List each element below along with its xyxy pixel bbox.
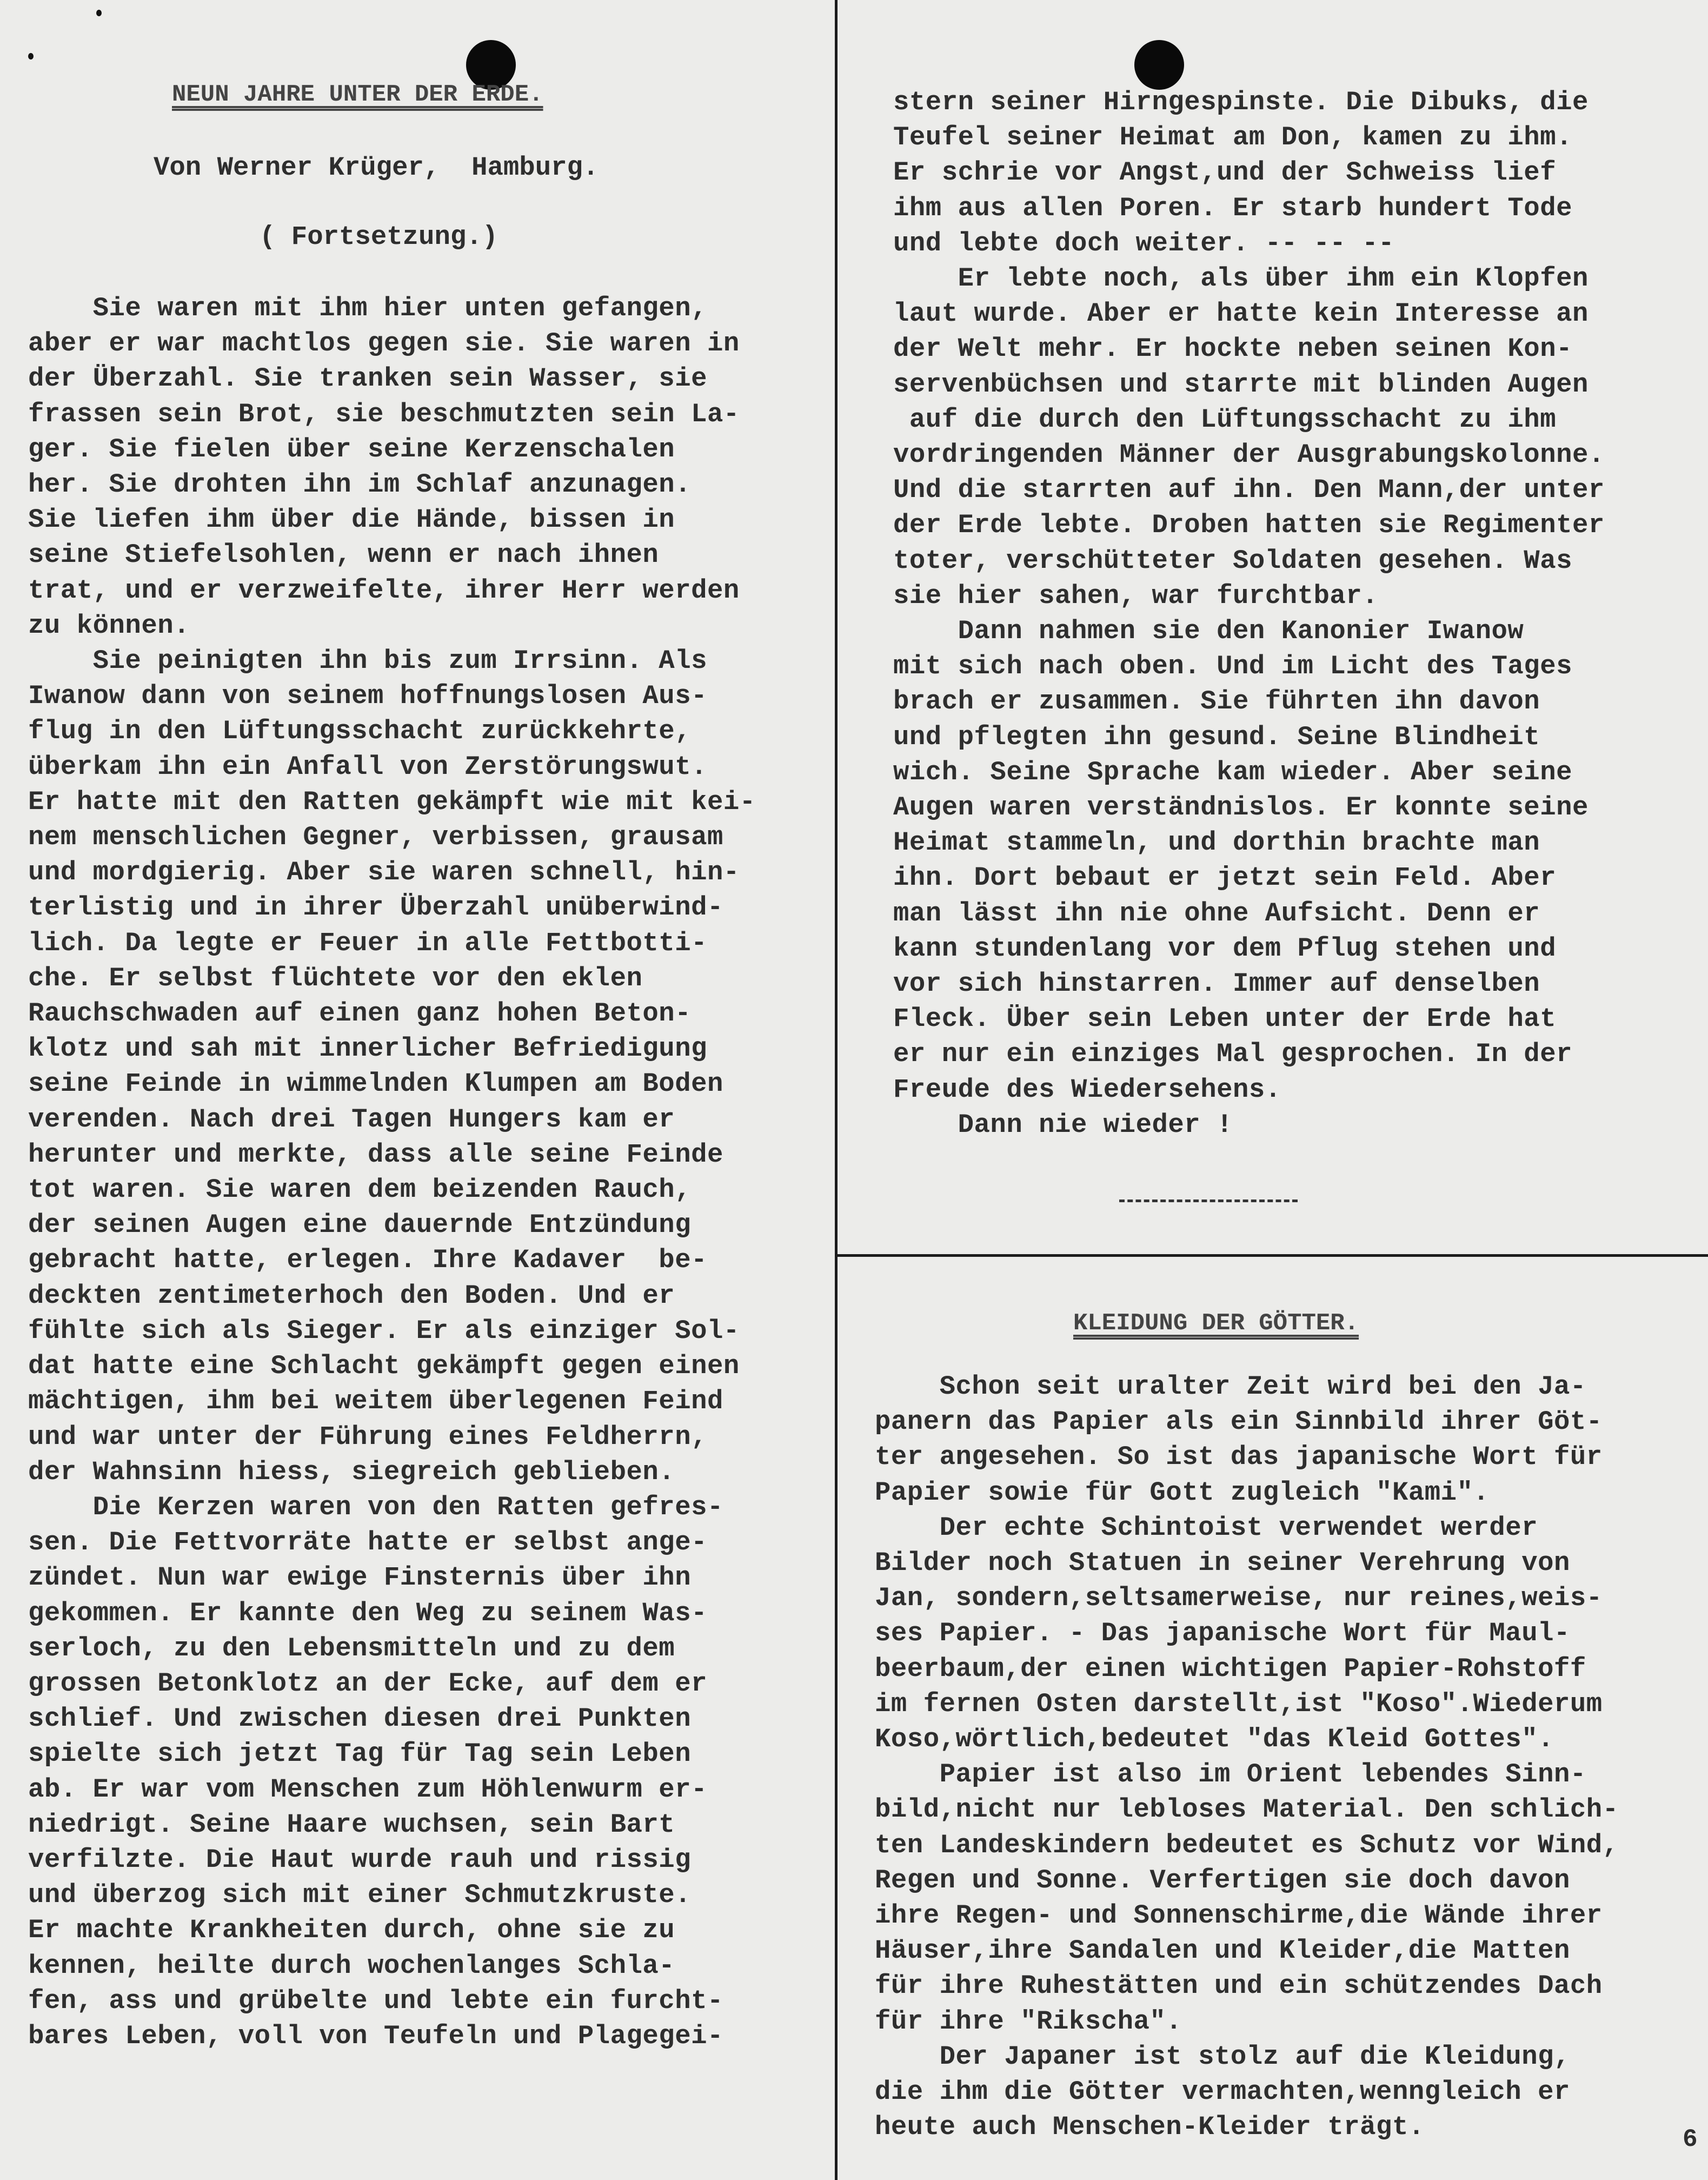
text-line: Rauchschwaden auf einen ganz hohen Beton- <box>28 998 692 1029</box>
text-line: mit sich nach oben. Und im Licht des Tages <box>893 651 1573 682</box>
text-line: Dann nie wieder ! <box>893 1109 1233 1140</box>
text-line: tot waren. Sie waren dem beizenden Rauch, <box>28 1175 692 1205</box>
text-line: und war unter der Führung eines Feldherrn, <box>28 1421 708 1452</box>
text-line: wich. Seine Sprache kam wieder. Aber seine <box>893 757 1573 787</box>
text-line: terlistig und in ihrer Überzahl unüberwind- <box>28 892 723 923</box>
text-line: Und die starrten auf ihn. Den Mann,der unter <box>893 475 1605 506</box>
section-body <box>875 1369 1619 2145</box>
text-line: Die Kerzen waren von den Ratten gefres- <box>28 1492 723 1522</box>
article-title: NEUN JAHRE UNTER DER ERDE. <box>172 81 543 108</box>
text-line: Freude des Wiedersehens. <box>893 1074 1281 1105</box>
ink-speck <box>28 53 34 59</box>
text-line: und pflegten ihn gesund. Seine Blindheit <box>893 721 1540 752</box>
text-line: spielte sich jetzt Tag für Tag sein Leben <box>28 1739 692 1770</box>
text-line: Regen und Sonne. Verfertigen sie doch davon <box>875 1865 1570 1896</box>
text-line: beerbaum,der einen wichtigen Papier-Rohstoff <box>875 1653 1586 1684</box>
text-line: trat, und er verzweifelte, ihrer Herr werden <box>28 575 740 606</box>
text-line: stern seiner Hirngespinste. Die Dibuks, die <box>893 87 1589 117</box>
text-line: vordringenden Männer der Ausgrabungskolonne. <box>893 440 1605 471</box>
text-line: sie hier sahen, war furchtbar. <box>893 580 1379 611</box>
text-line: und überzog sich mit einer Schmutzkruste. <box>28 1880 692 1911</box>
text-line: lich. Da legte er Feuer in alle Fettbotti- <box>28 927 708 958</box>
text-line: gebracht hatte, erlegen. Ihre Kadaver be- <box>28 1245 708 1276</box>
text-line: Er hatte mit den Ratten gekämpft wie mit kei- <box>28 786 756 817</box>
text-line: deckten zentimeterhoch den Boden. Und er <box>28 1280 675 1311</box>
text-line: heute auch Menschen-Kleider trägt. <box>875 2112 1425 2143</box>
text-line: brach er zusammen. Sie führten ihn davon <box>893 686 1540 717</box>
text-line: auf die durch den Lüftungsschacht zu ihm <box>893 404 1557 435</box>
article-right-column <box>893 85 1605 1143</box>
text-line: klotz und sah mit innerlicher Befriedigung <box>28 1033 708 1064</box>
text-line: Er lebte noch, als über ihm ein Klopfen <box>893 263 1589 294</box>
text-line: Schon seit uralter Zeit wird bei den Ja- <box>875 1371 1586 1402</box>
text-line: Er machte Krankheiten durch, ohne sie zu <box>28 1915 675 1946</box>
text-line: der Erde lebte. Droben hatten sie Regimenter <box>893 510 1605 541</box>
text-line: panern das Papier als ein Sinnbild ihrer Göt- <box>875 1407 1603 1437</box>
text-line: ihre Regen- und Sonnenschirme,die Wände ihrer <box>875 1900 1603 1931</box>
text-line: frassen sein Brot, sie beschmutzten sein La- <box>28 399 740 429</box>
text-line: aber er war machtlos gegen sie. Sie waren in <box>28 328 740 359</box>
text-line: Koso,wörtlich,bedeutet "das Kleid Gottes". <box>875 1724 1554 1755</box>
text-line: im fernen Osten darstellt,ist "Koso".Wiederum <box>875 1688 1603 1719</box>
text-line: her. Sie drohten ihn im Schlaf anzunagen. <box>28 469 692 500</box>
byline: Von Werner Krüger, Hamburg. <box>154 153 599 183</box>
text-line: und lebte doch weiter. -- -- -- <box>893 228 1395 259</box>
column-divider <box>835 0 838 2180</box>
section-divider <box>838 1254 1708 1257</box>
text-line: Sie waren mit ihm hier unten gefangen, <box>28 293 708 323</box>
text-line: man lässt ihn nie ohne Aufsicht. Denn er <box>893 898 1540 929</box>
text-line: Der echte Schintoist verwendet werder <box>875 1512 1538 1543</box>
text-line: der Überzahl. Sie tranken sein Wasser, sie <box>28 363 708 394</box>
text-line: fen, ass und grübelte und lebte ein furcht- <box>28 1985 723 2016</box>
text-line: für ihre "Rikscha". <box>875 2006 1182 2037</box>
text-line: dat hatte eine Schlacht gekämpft gegen einen <box>28 1351 740 1382</box>
text-line: serloch, zu den Lebensmitteln und zu dem <box>28 1633 675 1664</box>
text-line: der Wahnsinn hiess, siegreich geblieben. <box>28 1456 675 1487</box>
punch-hole-right <box>1134 40 1184 90</box>
text-line: für ihre Ruhestätten und ein schützendes Dach <box>875 1971 1603 2002</box>
text-line: servenbüchsen und starrte mit blinden Augen <box>893 369 1589 400</box>
text-line: der seinen Augen eine dauernde Entzündung <box>28 1210 692 1241</box>
text-line: Dann nahmen sie den Kanonier Iwanow <box>893 616 1524 647</box>
text-line: laut wurde. Aber er hatte kein Interesse an <box>893 299 1589 329</box>
text-line: sen. Die Fettvorräte hatte er selbst ange- <box>28 1527 708 1558</box>
text-line: er nur ein einziges Mal gesprochen. In der <box>893 1039 1573 1070</box>
ink-speck <box>96 10 102 16</box>
text-line: kennen, heilte durch wochenlanges Schla- <box>28 1950 675 1981</box>
text-line: seine Stiefelsohlen, wenn er nach ihnen <box>28 540 659 571</box>
text-line: Er schrie vor Angst,und der Schweiss lief <box>893 157 1557 188</box>
text-line: grossen Betonklotz an der Ecke, auf dem er <box>28 1668 708 1699</box>
text-line: ses Papier. - Das japanische Wort für Maul- <box>875 1618 1570 1649</box>
text-line: der Welt mehr. Er hockte neben seinen Kon- <box>893 334 1573 365</box>
text-line: Iwanow dann von seinem hoffnungslosen Aus- <box>28 681 708 712</box>
text-line: toter, verschütteter Soldaten gesehen. Was <box>893 545 1573 576</box>
text-line: Fleck. Über sein Leben unter der Erde hat <box>893 1004 1557 1035</box>
text-line: herunter und merkte, dass alle seine Feinde <box>28 1139 723 1170</box>
section-title: KLEIDUNG DER GÖTTER. <box>1073 1310 1359 1337</box>
text-line: Sie peinigten ihn bis zum Irrsinn. Als <box>28 646 708 677</box>
text-line: gekommen. Er kannte den Weg zu seinem Was- <box>28 1598 708 1628</box>
text-line: verfilzte. Die Haut wurde rauh und rissig <box>28 1844 692 1875</box>
text-line: und mordgierig. Aber sie waren schnell, hin- <box>28 857 740 888</box>
text-line: fühlte sich als Sieger. Er als einziger Sol- <box>28 1315 740 1346</box>
text-line: mächtigen, ihm bei weitem überlegenen Feind <box>28 1386 723 1417</box>
text-line: seine Feinde in wimmelnden Klumpen am Boden <box>28 1069 723 1099</box>
continuation-note: ( Fortsetzung.) <box>260 222 499 252</box>
text-line: Sie liefen ihm über die Hände, bissen in <box>28 505 675 535</box>
text-line: niedrigt. Seine Haare wuchsen, sein Bart <box>28 1809 675 1840</box>
text-line: Papier ist also im Orient lebendes Sinn- <box>875 1759 1586 1790</box>
text-line: Teufel seiner Heimat am Don, kamen zu ihm. <box>893 122 1573 153</box>
text-line: ihm aus allen Poren. Er starb hundert Tode <box>893 193 1573 223</box>
text-line: vor sich hinstarren. Immer auf denselben <box>893 969 1540 999</box>
text-line: Bilder noch Statuen in seiner Verehrung von <box>875 1548 1570 1579</box>
text-line: zu können. <box>28 610 190 641</box>
text-line: nem menschlichen Gegner, verbissen, grausam <box>28 822 723 853</box>
page-number: 6 <box>1683 2125 1698 2154</box>
text-line: ger. Sie fielen über seine Kerzenschalen <box>28 434 675 465</box>
text-line: Jan, sondern,seltsamerweise, nur reines,weis- <box>875 1583 1603 1614</box>
text-line: ihn. Dort bebaut er jetzt sein Feld. Aber <box>893 863 1557 893</box>
text-line: kann stundenlang vor dem Pflug stehen und <box>893 933 1557 964</box>
text-line: überkam ihn ein Anfall von Zerstörungswut. <box>28 751 708 782</box>
text-line: bares Leben, voll von Teufeln und Plagegei- <box>28 2020 723 2051</box>
text-line: flug in den Lüftungsschacht zurückkehrte, <box>28 716 692 747</box>
section-end-dashes <box>1119 1200 1298 1202</box>
text-line: verenden. Nach drei Tagen Hungers kam er <box>28 1104 675 1135</box>
text-line: ab. Er war vom Menschen zum Höhlenwurm er- <box>28 1774 708 1805</box>
text-line: bild,nicht nur lebloses Material. Den schlich- <box>875 1794 1619 1825</box>
text-line: Der Japaner ist stolz auf die Kleidung, <box>875 2041 1570 2072</box>
text-line: die ihm die Götter vermachten,wenngleich er <box>875 2077 1570 2108</box>
text-line: Augen waren verständnislos. Er konnte seine <box>893 792 1589 823</box>
text-line: schlief. Und zwischen diesen drei Punkten <box>28 1704 692 1734</box>
text-line: Papier sowie für Gott zugleich "Kami". <box>875 1477 1490 1508</box>
text-line: che. Er selbst flüchtete vor den eklen <box>28 963 643 993</box>
text-line: Heimat stammeln, und dorthin brachte man <box>893 827 1540 858</box>
text-line: ter angesehen. So ist das japanische Wort für <box>875 1442 1603 1473</box>
article-left-column <box>28 291 756 2054</box>
text-line: zündet. Nun war ewige Finsternis über ihn <box>28 1562 692 1593</box>
text-line: Häuser,ihre Sandalen und Kleider,die Matten <box>875 1936 1570 1966</box>
text-line: ten Landeskindern bedeutet es Schutz vor Wind, <box>875 1830 1619 1860</box>
